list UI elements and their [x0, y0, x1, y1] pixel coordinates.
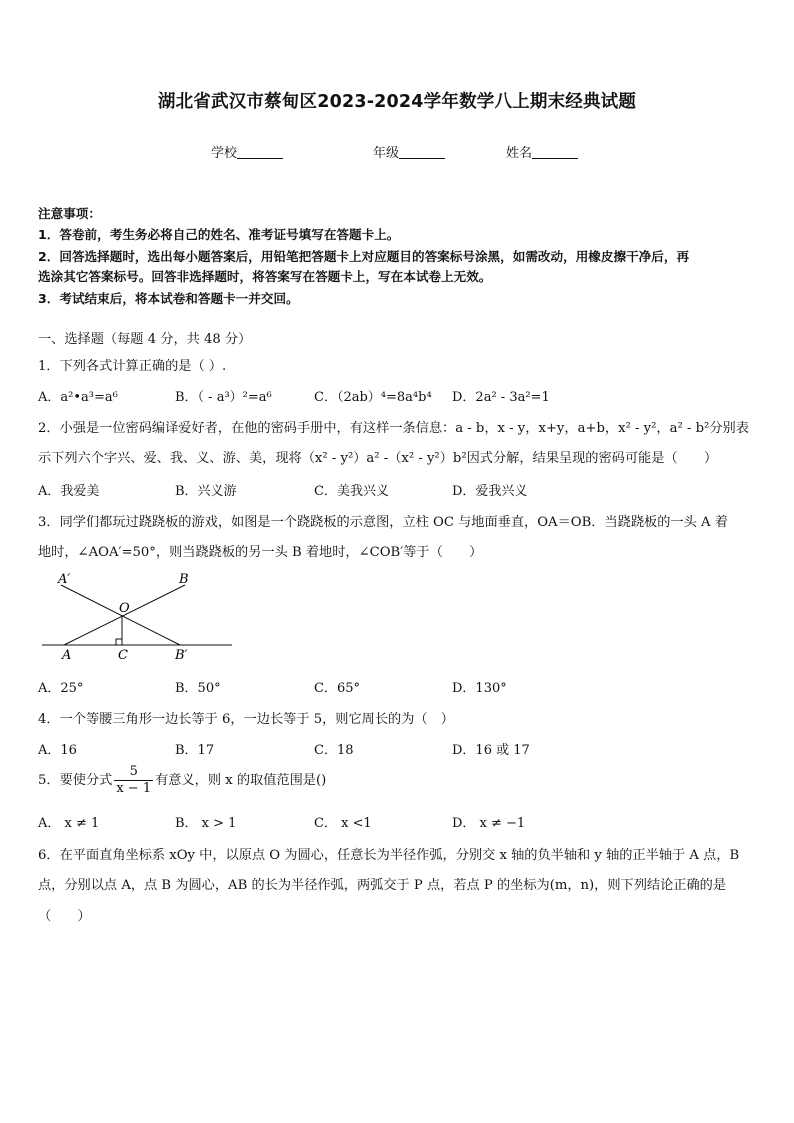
q4-option-a: A．16	[38, 743, 77, 758]
question-1-stem: 1．下列各式计算正确的是（ ）.	[38, 359, 227, 374]
q5-fraction-numerator: 5	[114, 764, 153, 781]
q4-option-b: B．17	[175, 743, 215, 758]
q5-stem-prefix: 5．要使分式	[38, 773, 113, 788]
q3-option-a: A．25°	[38, 681, 84, 696]
question-3-stem-cont: 地时，∠AOA′=50°，则当跷跷板的另一头 B 着地时，∠COB′等于（ ）	[38, 545, 483, 560]
question-6-stem-cont: 点，分别以点 A，点 B 为圆心，AB 的长为半径作弧，两弧交于 P 点，若点 P 的坐标为(m，n)，则下列结论正确的是	[38, 878, 727, 893]
section-heading: 一、选择题（每题 4 分，共 48 分）	[38, 332, 252, 347]
question-3-stem: 3．同学们都玩过跷跷板的游戏，如图是一个跷跷板的示意图，立柱 OC 与地面垂直，OA＝OB．当跷跷板的一头 A 着	[38, 515, 728, 530]
q5-stem-suffix: 有意义，则 x 的取值范围是()	[155, 773, 327, 788]
label-c: C	[118, 648, 128, 663]
question-2-stem: 2．小强是一位密码编译爱好者，在他的密码手册中，有这样一条信息：a - b，x - y，x+y，a+b，x² - y²，a² - b²分别表	[38, 421, 749, 436]
q5-option-d: D． x ≠ −1	[452, 816, 526, 831]
question-6-stem: 6．在平面直角坐标系 xOy 中，以原点 O 为圆心，任意长为半径作弧，分别交 x 轴的负半轴和 y 轴的正半轴于 A 点，B	[38, 848, 740, 863]
q5-option-c: C． x <1	[314, 816, 372, 831]
q3-option-b: B．50°	[175, 681, 221, 696]
q1-option-d: D．2a² - 3a²=1	[452, 390, 550, 405]
note-item: 选涂其它答案标号。回答非选择题时，将答案写在答题卡上，写在本试卷上无效。	[38, 269, 492, 284]
label-a-prime: A′	[58, 572, 71, 587]
label-a: A	[62, 648, 72, 663]
q5-fraction-denominator: x − 1	[116, 781, 152, 796]
school-field	[211, 142, 283, 161]
q1-option-c: C．（2ab）⁴=8a⁴b⁴	[314, 390, 432, 405]
q2-option-b: B．兴义游	[175, 484, 237, 499]
page-title: 湖北省武汉市蔡甸区2023-2024学年数学八上期末经典试题	[157, 92, 637, 112]
q5-option-a: A． x ≠ 1	[38, 816, 100, 831]
school-blank	[237, 145, 283, 159]
notes-heading: 注意事项：	[38, 206, 101, 221]
name-blank	[532, 145, 578, 159]
name-label: 姓名	[506, 146, 533, 161]
q5-option-b: B． x > 1	[175, 816, 237, 831]
q5-fraction	[114, 764, 153, 797]
grade-label: 年级	[373, 146, 400, 161]
q4-option-d: D．16 或 17	[452, 743, 530, 758]
q2-option-a: A．我爱美	[38, 484, 100, 499]
question-2-stem-cont: 示下列六个字兴、爱、我、义、游、美，现将（x² - y²）a² -（x² - y²）b²因式分解，结果呈现的密码可能是（ ）	[38, 451, 718, 466]
right-angle-mark	[116, 639, 122, 645]
name-field	[506, 142, 578, 161]
label-o: O	[119, 601, 130, 616]
school-label: 学校	[211, 146, 238, 161]
seesaw-diagram	[38, 568, 238, 664]
grade-blank	[399, 145, 445, 159]
q2-option-d: D．爱我兴义	[452, 484, 528, 499]
question-6-stem-cont: （ ）	[38, 909, 91, 924]
grade-field	[373, 142, 445, 161]
q4-option-c: C．18	[314, 743, 354, 758]
q2-option-c: C．美我兴义	[314, 484, 389, 499]
label-b: B	[179, 572, 189, 587]
q3-option-c: C．65°	[314, 681, 360, 696]
question-4-stem: 4．一个等腰三角形一边长等于 6，一边长等于 5，则它周长的为（ ）	[38, 712, 454, 727]
label-b-prime: B′	[175, 648, 188, 663]
note-item: 2．回答选择题时，选出每小题答案后，用铅笔把答题卡上对应题目的答案标号涂黑，如需改动，用橡皮擦干净后，再	[38, 249, 690, 264]
q3-option-d: D．130°	[452, 681, 507, 696]
q1-option-b: B．（ - a³）²=a⁶	[175, 390, 272, 405]
note-item: 3．考试结束后，将本试卷和答题卡一并交回。	[38, 291, 299, 306]
q1-option-a: A．a²•a³=a⁶	[38, 390, 118, 405]
note-item: 1．答卷前，考生务必将自己的姓名、准考证号填写在答题卡上。	[38, 227, 400, 242]
question-5-stem	[38, 764, 326, 797]
